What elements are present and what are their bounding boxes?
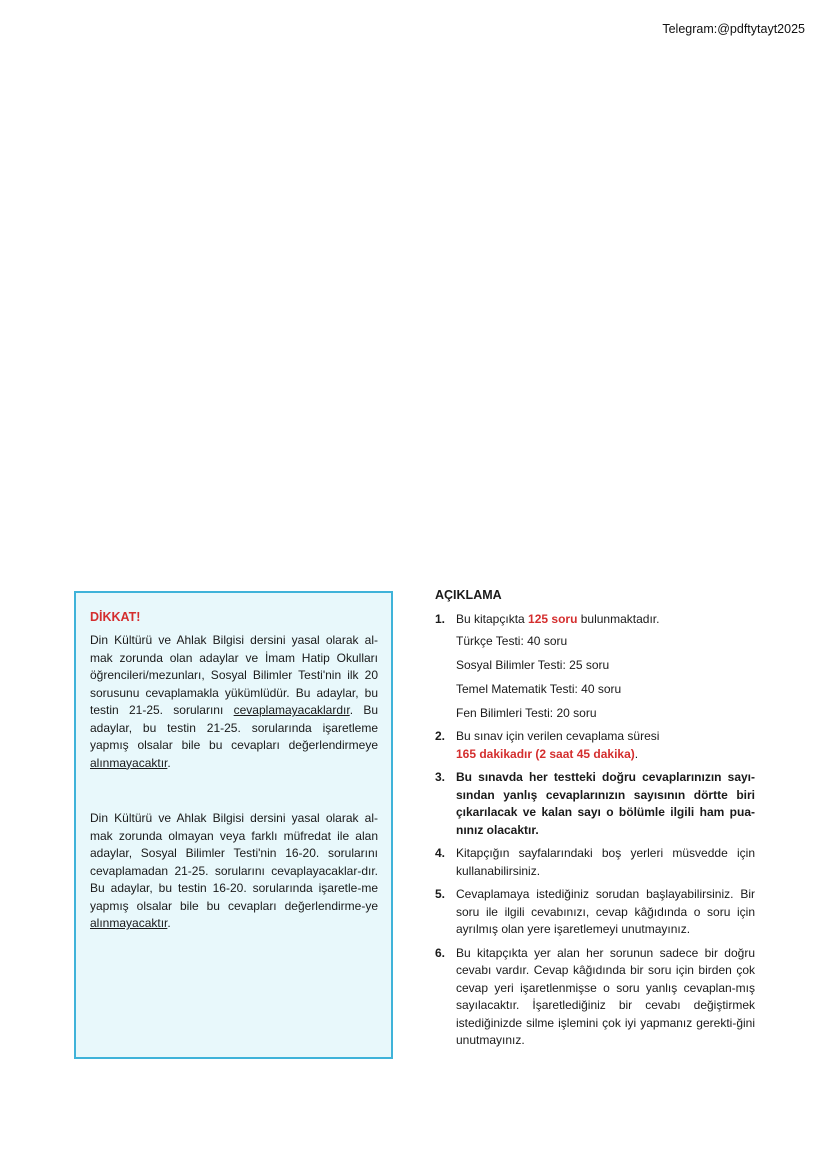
instruction-5-text: Cevaplamaya istediğiniz sorudan başlayabilirsiniz. Bir soru ile ilgili cevabınızı, cevap kâğıdında o soru için ayrılmış olan yere işaretlemeyi unutmayınız. (456, 887, 755, 936)
notice-p1-underline-1: cevaplamayacaklardır (233, 703, 350, 717)
instruction-3-text: Bu sınavda her testteki doğru cevaplarınızın sayı-sından yanlış cevaplarınızın sayısının dörtte biri çıkarılacak ve kalan sayı o bölümle ilgili ham pua-nınız olacaktır. (456, 770, 755, 837)
instruction-2-post: . (634, 746, 639, 761)
instruction-1-post: bulunmaktadır. (577, 612, 660, 626)
instruction-item-1 (435, 611, 755, 722)
notice-p2-text-c: . (167, 916, 171, 930)
instruction-item-3 (435, 769, 755, 839)
notice-p1-text-c: . (167, 755, 171, 770)
notice-title: DİKKAT! (90, 610, 141, 624)
instruction-1-pre: Bu kitapçıkta (456, 612, 529, 626)
instructions-section (435, 588, 755, 1056)
instruction-number: 2. (435, 729, 446, 743)
instructions-title: AÇIKLAMA (435, 588, 502, 602)
instruction-item-5 (435, 886, 755, 939)
instruction-number: 5. (435, 887, 446, 901)
notice-paragraph-2 (90, 810, 378, 933)
test-count-fen: Fen Bilimleri Testi: 20 soru (456, 705, 597, 720)
instruction-number: 1. (435, 612, 446, 626)
instruction-number: 4. (435, 846, 446, 860)
instruction-2-highlight: 165 dakikadır (2 saat 45 dakika) (456, 746, 635, 761)
notice-p1-underline-2: alınmayacaktır (90, 755, 168, 770)
instruction-number: 3. (435, 770, 446, 784)
instruction-number: 6. (435, 945, 446, 960)
instruction-6-text: Bu kitapçıkta yer alan her sorunun sadece bir doğru cevabı vardır. Cevap kâğıdında bir soru için birden çok cevap yeri işaretlenmişse o soru yanlış cevaplan-mış sayılacaktır. İşaretlediğiniz bir cevabı değiştirmek istediğinizde silme işlemini çok iyi yapmanız gerekti-ğini unutmayınız. (456, 945, 755, 1047)
notice-box (74, 591, 393, 1059)
notice-paragraph-1 (90, 632, 378, 772)
test-count-matematik: Temel Matematik Testi: 40 soru (456, 681, 622, 696)
instruction-2-pre: Bu sınav için verilen cevaplama süresi (456, 729, 660, 743)
test-count-turkce: Türkçe Testi: 40 soru (456, 633, 568, 648)
notice-p2-underline: alınmayacaktır (90, 916, 168, 930)
instruction-item-2 (435, 728, 755, 763)
notice-p1-text-a: Din Kültürü ve Ahlak Bilgisi dersini yasal olarak al-mak zorunda olan adaylar ve İmam Hatip Okulları öğrencileri/mezunları, Sosyal Bilimler Testi'nin ilk 20 sorusunu cevaplamakla yükümlüdür. Bu adaylar, bu testin 21-25. sorularını (90, 633, 378, 717)
instruction-item-4 (435, 845, 755, 880)
test-count-sosyal: Sosyal Bilimler Testi: 25 soru (456, 657, 610, 672)
notice-p1-text-b: . Bu adaylar, bu testin 21-25. sorularında işaretleme yapmış olsalar bile bu cevapları değerlendirmeye (90, 703, 378, 752)
instruction-1-highlight: 125 soru (528, 612, 578, 626)
notice-p2-text-a: Din Kültürü ve Ahlak Bilgisi dersini yasal olarak al-mak zorunda olmayan veya farklı müfredat ile alan adaylar, Sosyal Bilimler Testi'nin 16-20. sorularını cevaplamadan 21-25. sorularını cevaplayacaklar-dır. Bu adaylar, bu testin 16-20. sorularında işaretle-me yapmış olsalar bile bu cevapları değerlendirme-ye (90, 811, 378, 913)
telegram-watermark: Telegram:@pdftytayt2025 (662, 22, 805, 36)
instruction-item-6 (435, 945, 755, 1050)
instruction-4-text: Kitapçığın sayfalarındaki boş yerleri müsvedde için kullanabilirsiniz. (456, 846, 755, 878)
